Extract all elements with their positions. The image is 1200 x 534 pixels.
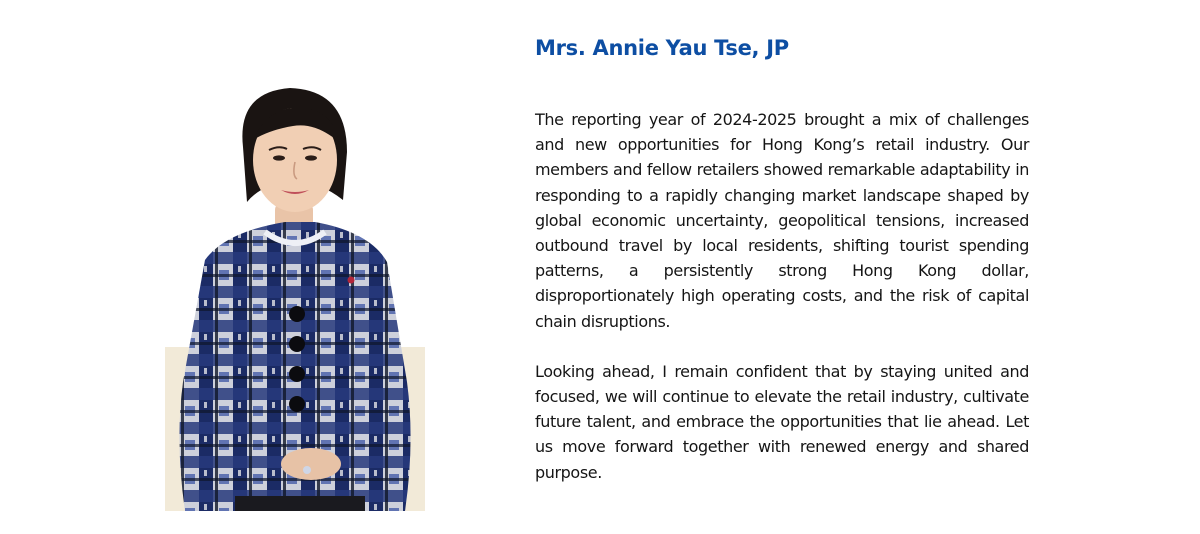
speaker-portrait [165,82,425,511]
clasped-hands [281,448,341,480]
brooch [348,277,355,284]
message-paragraph: Looking ahead, I remain confident that by staying united and focused, we will continue to elevate the retail industry, cultivate future talent, and embrace the opportunities that lie ahead. Let us move forward together with renewed energy and shared purpose. [535,361,1029,482]
speaker-name: Mrs. Annie Yau Tse, JP [535,36,789,60]
message-paragraph: The reporting year of 2024-2025 brought a mix of challenges and new opportunities for Hong Kong’s retail industry. Our members and fellow retailers showed remarkable adaptability in responding to a rapidly changing market landscape shaped by global economic uncertainty, geopolitical tensions, increased outbound travel by local residents, shifting tourist spending patterns, a persistently strong Hong Kong dollar, disproportionately high operating costs, and the risk of capital chain disruptions. [535,110,1029,331]
message-body [535,107,1029,510]
